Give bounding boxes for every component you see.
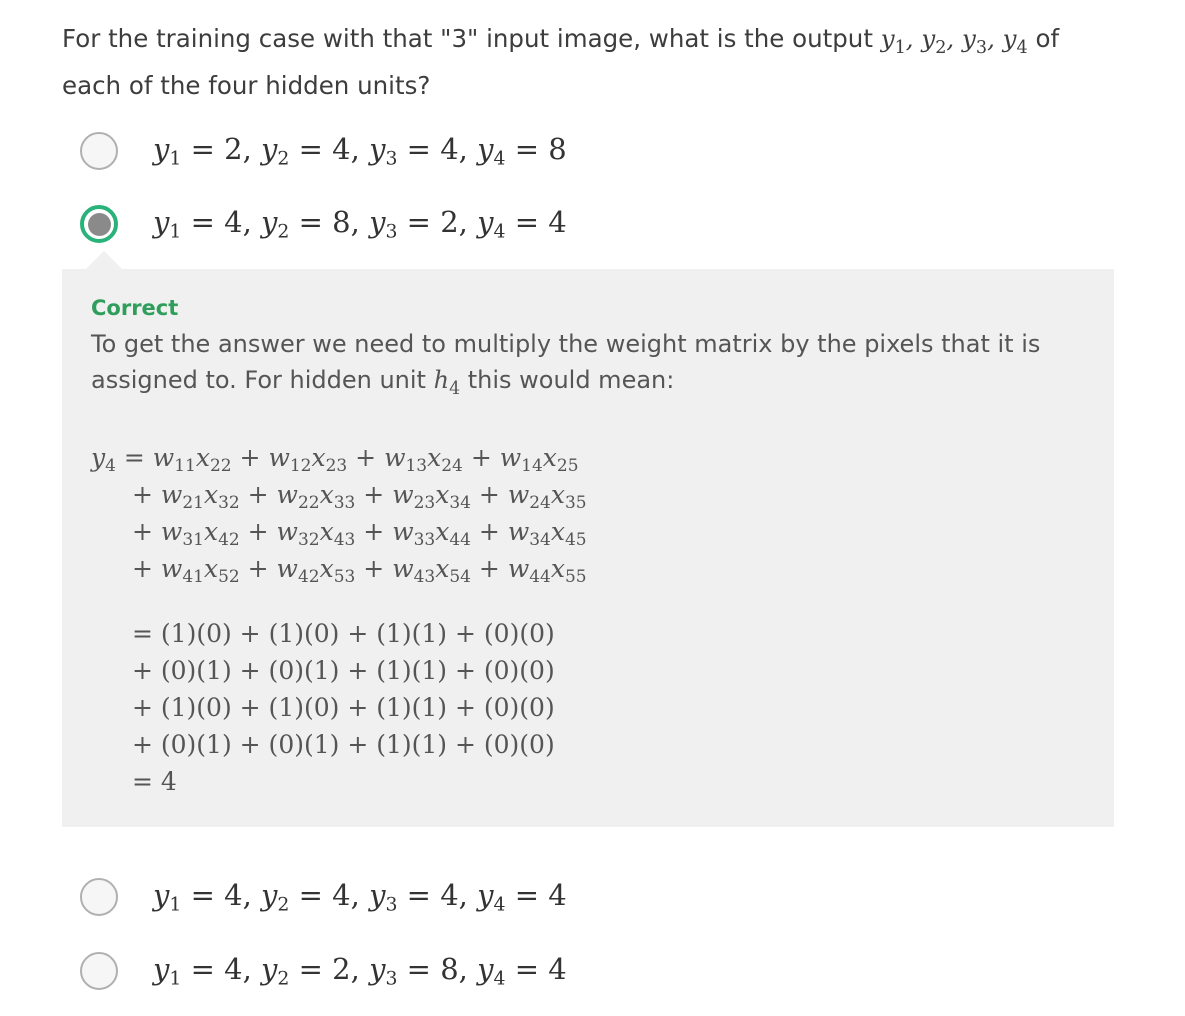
radio-button[interactable] — [80, 952, 118, 990]
correct-label: Correct — [91, 296, 179, 320]
hidden-unit-math: $h_4$ — [433, 366, 461, 400]
equation-line-6: + (0)(1) + (0)(1) + (1)(1) + (0)(0) — [132, 656, 555, 685]
radio-button-selected[interactable] — [80, 205, 118, 243]
equation-line-1: $y_4 = w_{11}x_{22} + w_{12}x_{23} + w_{13}x_{24} + w_{14}x_{25}$ — [91, 443, 579, 477]
question-text: For the training case with that "3" input image, what is the output $y_1$, $y_2$, $y_3$, $y_4$ of each of the four hidden units? — [62, 24, 1060, 101]
feedback-explanation: To get the answer we need to multiply the weight matrix by the pixels that it is assigned to. For hidden unit $h_4$ this would mean: — [91, 330, 1041, 400]
equation-line-8: + (0)(1) + (0)(1) + (1)(1) + (0)(0) — [132, 730, 555, 759]
radio-button[interactable] — [80, 878, 118, 916]
equation-line-7: + (1)(0) + (1)(0) + (1)(1) + (0)(0) — [132, 693, 555, 722]
option-label: $y_1 = 4$, $y_2 = 2$, $y_3 = 8$, $y_4 = 4$ — [153, 952, 567, 990]
equation-line-4: + $w_{41}x_{52} + w_{42}x_{53} + w_{43}x_{54} + w_{44}x_{55}$ — [132, 554, 587, 588]
option-label: $y_1 = 2$, $y_2 = 4$, $y_3 = 4$, $y_4 = 8$ — [153, 132, 567, 170]
option-label: $y_1 = 4$, $y_2 = 8$, $y_3 = 2$, $y_4 = 4$ — [153, 205, 567, 243]
answer-option-3[interactable] — [80, 874, 567, 920]
answer-option-1[interactable] — [80, 128, 567, 174]
answer-option-4[interactable] — [80, 948, 567, 994]
equation-line-3: + $w_{31}x_{42} + w_{32}x_{43} + w_{33}x_{44} + w_{34}x_{45}$ — [132, 517, 587, 551]
equation-line-5: = (1)(0) + (1)(0) + (1)(1) + (0)(0) — [132, 619, 555, 648]
answer-option-2[interactable] — [80, 201, 567, 247]
feedback-caret — [86, 251, 122, 269]
equation-line-9: = 4 — [132, 767, 177, 796]
outputs-math: $y_1$, $y_2$, $y_3$, $y_4$ — [880, 24, 1028, 59]
option-label: $y_1 = 4$, $y_2 = 4$, $y_3 = 4$, $y_4 = 4$ — [153, 878, 567, 916]
feedback-panel — [62, 269, 1114, 827]
equation-line-2: + $w_{21}x_{32} + w_{22}x_{33} + w_{23}x_{34} + w_{24}x_{35}$ — [132, 480, 587, 514]
radio-button[interactable] — [80, 132, 118, 170]
